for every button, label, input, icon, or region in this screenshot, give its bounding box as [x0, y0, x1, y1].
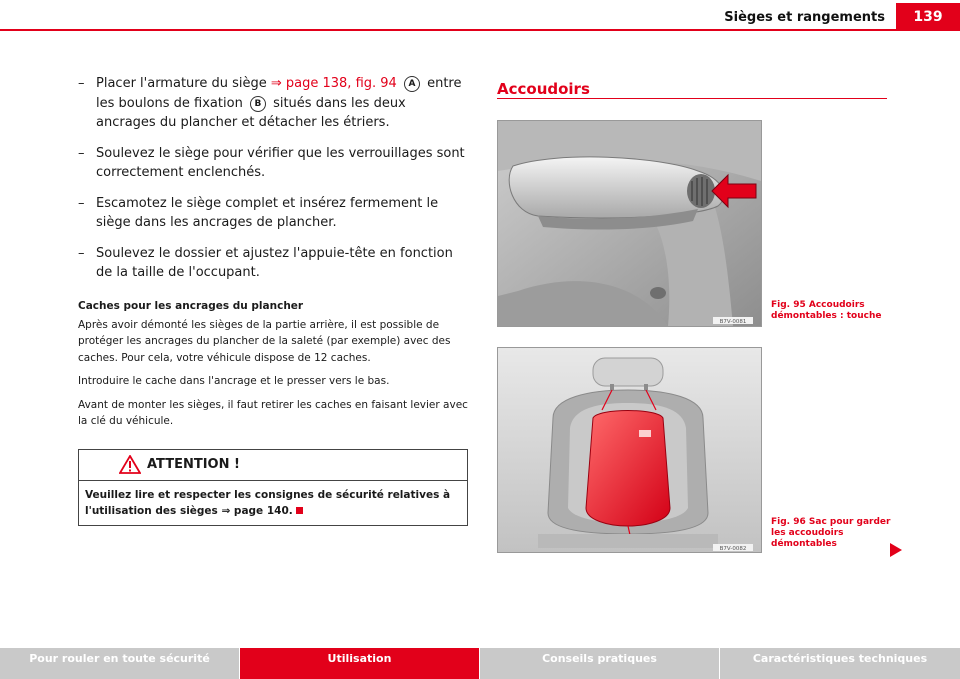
page-number: 139 — [896, 3, 960, 30]
footer-tab-conseils[interactable]: Conseils pratiques — [480, 648, 719, 679]
figure-code: B7V-0081 — [719, 319, 747, 325]
warning-header — [79, 450, 467, 480]
end-of-section-icon — [296, 507, 303, 514]
callout-a-badge: A — [404, 76, 420, 92]
warning-title: ATTENTION ! — [147, 457, 240, 472]
callout-b-badge: B — [250, 96, 266, 112]
seat-bag-illustration — [498, 348, 761, 552]
step-dash: – — [78, 145, 85, 161]
figure-code: B7V-0082 — [719, 546, 747, 552]
subheading: Caches pour les ancrages du plancher — [78, 299, 304, 312]
arrow-icon: ⇒ — [270, 76, 282, 91]
step-dash: – — [78, 245, 85, 261]
figure-96-armrest-bag — [497, 347, 762, 553]
footer-tab-caracteristiques[interactable]: Caractéristiques techniques — [720, 648, 960, 679]
page-header-title: Sièges et rangements — [724, 10, 885, 25]
step-item — [78, 194, 468, 233]
paragraph: Introduire le cache dans l'ancrage et le presser vers le bas. — [78, 375, 390, 387]
arrow-icon: ⇒ — [221, 504, 231, 517]
figure-95-armrest — [497, 120, 762, 327]
section-title: Accoudoirs — [497, 80, 590, 98]
step-text: Escamotez le siège complet et insérez fermement le siège dans les ancrages de plancher. — [96, 195, 439, 230]
left-column — [78, 74, 468, 526]
step-text: situés dans les deux ancrages du plancher et détacher les étriers. — [96, 95, 406, 130]
step-text: entre les boulons de fixation — [96, 76, 462, 111]
step-text: Soulevez le dossier et ajustez l'appuie-tête en fonction de la taille de l'occupant. — [96, 245, 453, 280]
warning-box — [78, 449, 468, 526]
footer-tab-utilisation[interactable]: Utilisation — [240, 648, 479, 679]
section-rule — [497, 98, 887, 99]
armrest-illustration — [498, 121, 761, 326]
step-item — [78, 144, 468, 183]
header-rule — [0, 29, 960, 31]
figure-96-caption: Fig. 96 Sac pour garder les accoudoirs démontables — [771, 517, 891, 549]
warning-body — [79, 480, 467, 525]
xref-link[interactable] — [271, 76, 401, 91]
footer-tab-securite[interactable]: Pour rouler en toute sécurité — [0, 648, 239, 679]
paragraph: Après avoir démonté les sièges de la partie arrière, il est possible de protéger les ancrages du plancher de la saleté (par exemple) avec des caches. Pour cela, votre véhicule dispose de 12 caches. — [78, 318, 451, 364]
step-dash: – — [78, 76, 85, 91]
step-dash: – — [78, 195, 85, 211]
step-text: Soulevez le siège pour vérifier que les verrouillages sont correctement enclenchés. — [96, 145, 465, 180]
next-page-arrow-icon[interactable] — [890, 543, 902, 557]
warning-triangle-icon — [119, 455, 141, 474]
xref-link[interactable] — [221, 505, 292, 517]
step-text: Placer l'armature du siège — [96, 76, 271, 91]
step-item — [78, 74, 468, 133]
xref-text: page 140. — [230, 504, 293, 517]
warning-text: Veuillez lire et respecter les consignes de sécurité relatives à l'utilisation des sièges — [85, 488, 451, 517]
xref-text: page 138, fig. 94 — [281, 76, 401, 91]
step-item — [78, 244, 468, 283]
footer-nav — [0, 648, 960, 679]
figure-95-caption: Fig. 95 Accoudoirs démontables : touche — [771, 300, 882, 321]
paragraph: Avant de monter les sièges, il faut retirer les caches en faisant levier avec la clé du véhicule. — [78, 398, 468, 427]
